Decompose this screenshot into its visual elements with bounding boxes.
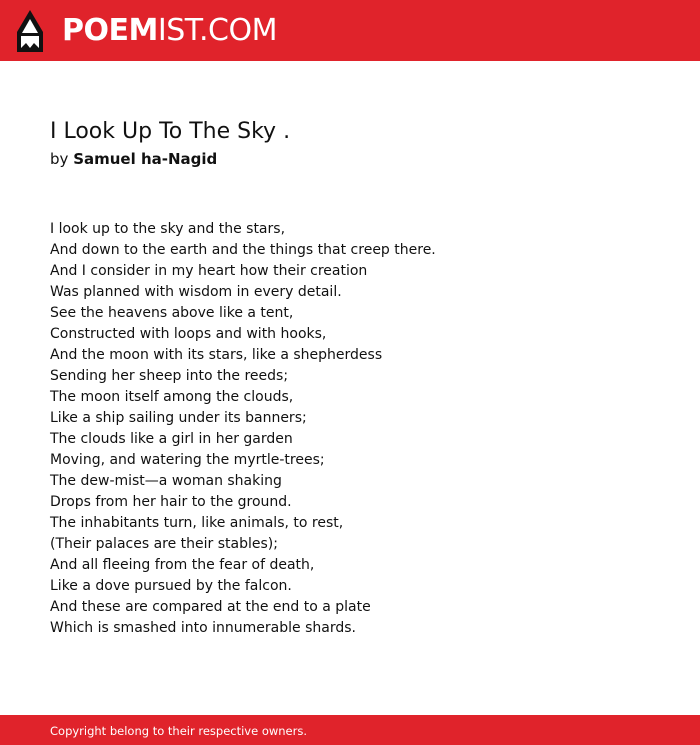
poem-line: Was planned with wisdom in every detail. <box>50 284 342 300</box>
poem-line: And all fleeing from the fear of death, <box>50 557 315 573</box>
author-name: Samuel ha-Nagid <box>73 150 218 168</box>
poem-line: I look up to the sky and the stars, <box>50 221 286 237</box>
poem-line: Moving, and watering the myrtle-trees; <box>50 452 325 468</box>
poem-line: Drops from her hair to the ground. <box>50 494 292 510</box>
poem-title: I Look Up To The Sky . <box>50 119 291 144</box>
poem-line: The inhabitants turn, like animals, to rest, <box>50 515 344 531</box>
poem-line: And these are compared at the end to a plate <box>50 599 371 615</box>
poem-line: The dew-mist—a woman shaking <box>50 473 282 489</box>
by-label: by <box>50 150 69 168</box>
poem-body <box>50 219 650 639</box>
poem-line: The clouds like a girl in her garden <box>50 431 293 447</box>
poem-line: See the heavens above like a tent, <box>50 305 294 321</box>
site-footer <box>0 715 700 745</box>
poem-line: And the moon with its stars, like a shepherdess <box>50 347 383 363</box>
poem-line: The moon itself among the clouds, <box>50 389 294 405</box>
logo-text-light: IST.COM <box>157 13 277 48</box>
site-logo[interactable] <box>62 13 277 49</box>
logo-text-bold: POEM <box>62 13 158 48</box>
site-header <box>0 0 700 61</box>
byline <box>50 149 217 169</box>
poem-line: Which is smashed into innumerable shards. <box>50 620 356 636</box>
poem-line: And I consider in my heart how their creation <box>50 263 368 279</box>
copyright-notice: Copyright belong to their respective owners. <box>50 724 308 738</box>
poem-line: And down to the earth and the things that creep there. <box>50 242 436 258</box>
poem-line: Sending her sheep into the reeds; <box>50 368 289 384</box>
poem-line: (Their palaces are their stables); <box>50 536 278 552</box>
poem-line: Like a ship sailing under its banners; <box>50 410 307 426</box>
pencil-icon[interactable] <box>17 10 43 52</box>
poem-line: Like a dove pursued by the falcon. <box>50 578 292 594</box>
poem-line: Constructed with loops and with hooks, <box>50 326 327 342</box>
